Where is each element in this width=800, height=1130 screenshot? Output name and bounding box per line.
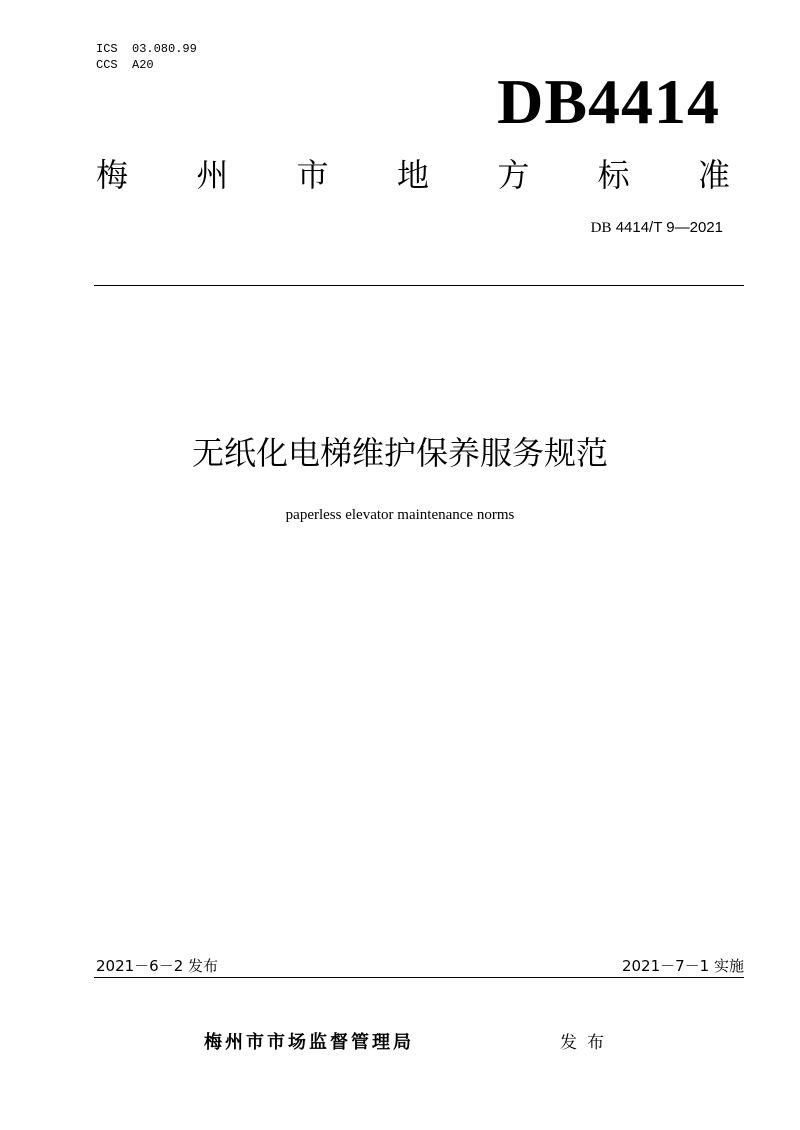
standard-type-char: 梅 (96, 156, 129, 194)
issue-label: 发布 (560, 1033, 614, 1053)
document-title-english: paperless elevator maintenance norms (285, 507, 515, 523)
implement-date: 2021－7－1 实施 (621, 957, 744, 975)
standard-type-char: 方 (497, 156, 530, 194)
publish-date: 2021－6－2 发布 (96, 957, 219, 975)
standard-number-prefix: DB (590, 220, 612, 236)
standard-type-char: 市 (296, 156, 329, 194)
standard-type-heading (96, 150, 730, 200)
footer-divider (94, 977, 744, 978)
issuing-authority: 梅州市市场监督管理局 (204, 1032, 414, 1053)
standard-type-char: 准 (697, 156, 730, 194)
standard-type-char: 标 (597, 156, 630, 194)
standard-number (480, 218, 723, 238)
standard-code: DB4414 (497, 66, 720, 137)
classification-block (96, 41, 197, 73)
standard-type-char: 州 (196, 156, 229, 194)
header-divider (94, 285, 744, 286)
ccs-code: CCS A20 (96, 58, 154, 72)
ics-code: ICS 03.080.99 (96, 42, 197, 56)
standard-type-char: 地 (396, 156, 429, 194)
document-title: 无纸化电梯维护保养服务规范 (191, 434, 608, 472)
standard-number-value: 4414/T 9—2021 (615, 219, 723, 236)
